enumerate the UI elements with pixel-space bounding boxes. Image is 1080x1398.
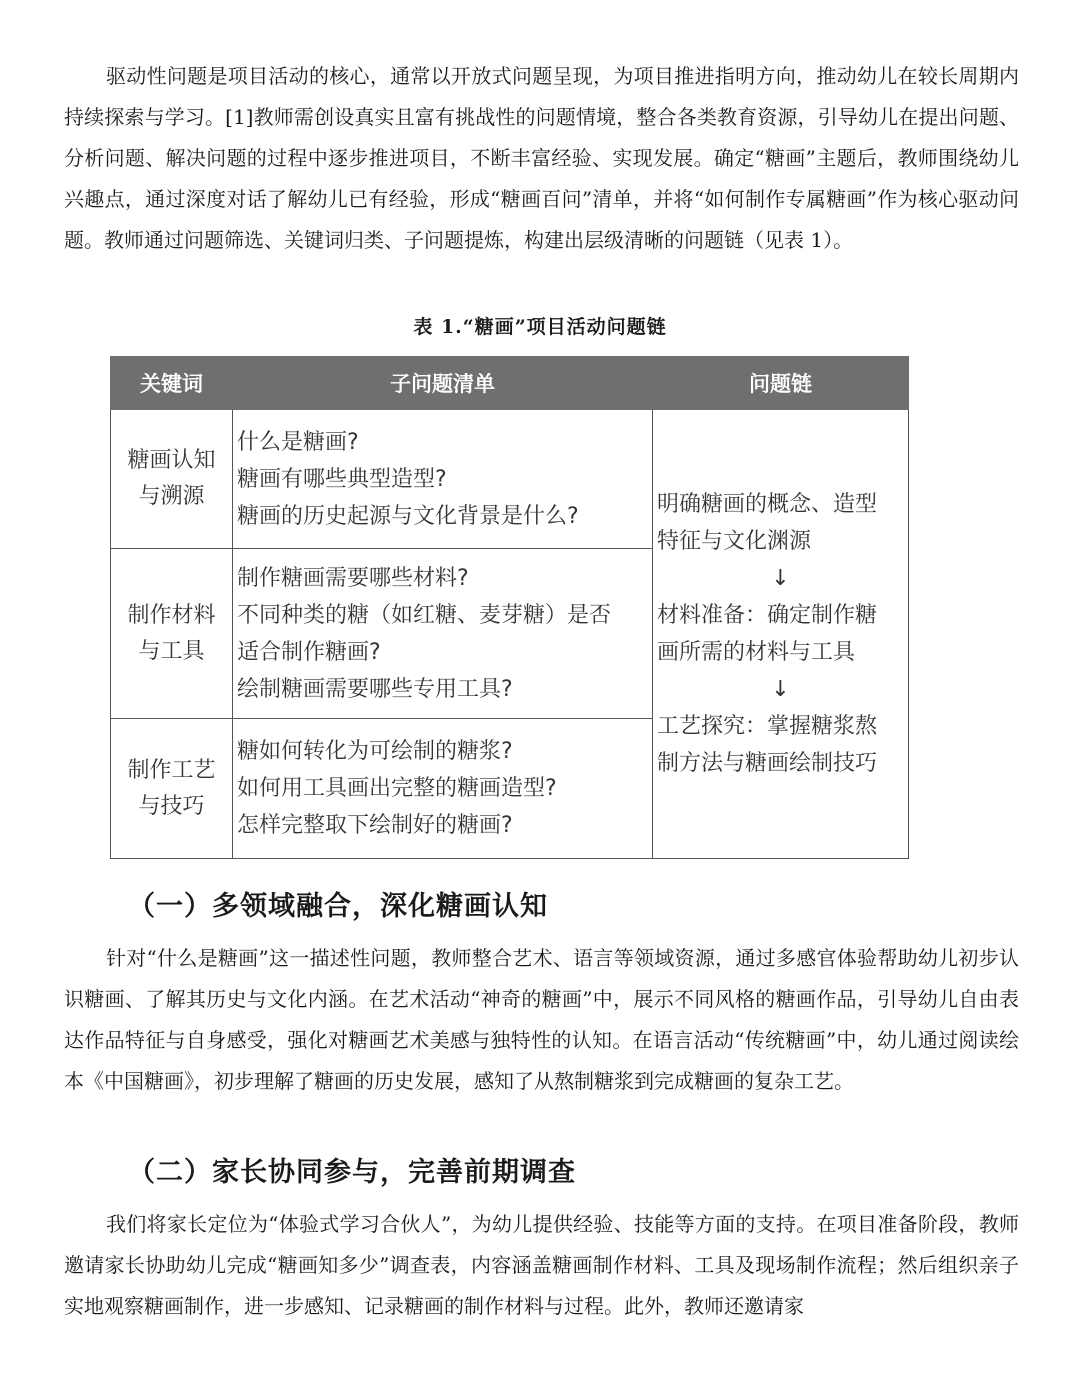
keyword-line: 与工具 (138, 638, 205, 664)
intro-paragraph: 驱动性问题是项目活动的核心，通常以开放式问题呈现，为项目推进指明方向，推动幼儿在较长周期内持续探索与学习。[1]教师需创设真实且富有挑战性的问题情境，整合各类教育资源，引导幼儿在提出问题、分析问题、解决问题的过程中逐步推进项目，不断丰富经验、实现发展。确定“糖画”主题后，教师围绕幼儿兴趣点，通过深度对话了解幼儿已有经验，形成“糖画百问”清单，并将“如何制作专属糖画”作为核心驱动问题。教师通过问题筛选、关键词归类、子问题提炼，构建出层级清晰的问题链（见表 1）。 (64, 64, 1019, 252)
subquestion: 适合制作糖画? (237, 639, 381, 665)
keyword-line: 糖画认知 (127, 448, 216, 473)
chain-step-line: 明确糖画的概念、造型 (657, 492, 878, 517)
section-heading: （一）多领域融合，深化糖画认知 (128, 891, 548, 922)
chain-step-line: 制方法与糖画绘制技巧 (657, 751, 878, 776)
down-arrow-icon: ↓ (771, 677, 790, 702)
keyword-cell (111, 410, 233, 549)
keyword-line: 与技巧 (138, 793, 205, 819)
subquestion-cell (233, 410, 653, 549)
header-subquestions: 子问题清单 (233, 357, 653, 410)
subquestion: 糖画有哪些典型造型? (237, 466, 447, 492)
keyword-line: 制作工艺 (127, 757, 216, 783)
subquestion: 不同种类的糖（如红糖、麦芽糖）是否 (237, 602, 612, 628)
subquestion-cell (233, 549, 653, 719)
keyword-line: 与溯源 (138, 484, 205, 509)
table-caption: 表 1.“糖画”项目活动问题链 (413, 316, 667, 338)
subquestion: 制作糖画需要哪些材料? (237, 565, 469, 591)
body-paragraph: 我们将家长定位为“体验式学习合伙人”，为幼儿提供经验、技能等方面的支持。在项目准备阶段，教师邀请家长协助幼儿完成“糖画知多少”调查表，内容涵盖糖画制作材料、工具及现场制作流程；然后组织亲子实地观察糖画制作，进一步感知、记录糖画的制作材料与过程。此外，教师还邀请家 (64, 1212, 1019, 1318)
chain-step-line: 工艺探究：掌握糖浆熬 (657, 714, 878, 739)
subquestion: 什么是糖画? (237, 429, 359, 455)
down-arrow-icon: ↓ (771, 566, 790, 591)
table-row (111, 410, 909, 549)
subquestion: 绘制糖画需要哪些专用工具? (237, 676, 513, 702)
subquestion: 如何用工具画出完整的糖画造型? (237, 776, 557, 801)
section-heading: （二）家长协同参与，完善前期调查 (128, 1157, 576, 1188)
chain-step-line: 特征与文化渊源 (657, 529, 812, 554)
header-keyword: 关键词 (111, 357, 233, 410)
question-chain-table (110, 356, 909, 859)
subquestion-cell (233, 719, 653, 859)
chain-step-line: 材料准备：确定制作糖 (657, 603, 878, 628)
subquestion: 糖如何转化为可绘制的糖浆? (237, 739, 513, 764)
table-header-row (111, 357, 909, 410)
body-paragraph: 针对“什么是糖画”这一描述性问题，教师整合艺术、语言等领域资源，通过多感官体验帮助幼儿初步认识糖画、了解其历史与文化内涵。在艺术活动“神奇的糖画”中，展示不同风格的糖画作品，引导幼儿自由表达作品特征与自身感受，强化对糖画艺术美感与独特性的认知。在语言活动“传统糖画”中，幼儿通过阅读绘本《中国糖画》，初步理解了糖画的历史发展，感知了从熬制糖浆到完成糖画的复杂工艺。 (64, 946, 1019, 1093)
subquestion: 怎样完整取下绘制好的糖画? (237, 813, 513, 838)
subquestion: 糖画的历史起源与文化背景是什么? (237, 503, 579, 529)
chain-cell (653, 410, 909, 859)
keyword-line: 制作材料 (127, 602, 216, 628)
keyword-cell (111, 549, 233, 719)
keyword-cell (111, 719, 233, 859)
chain-step-line: 画所需的材料与工具 (657, 640, 856, 665)
header-chain: 问题链 (653, 357, 909, 410)
